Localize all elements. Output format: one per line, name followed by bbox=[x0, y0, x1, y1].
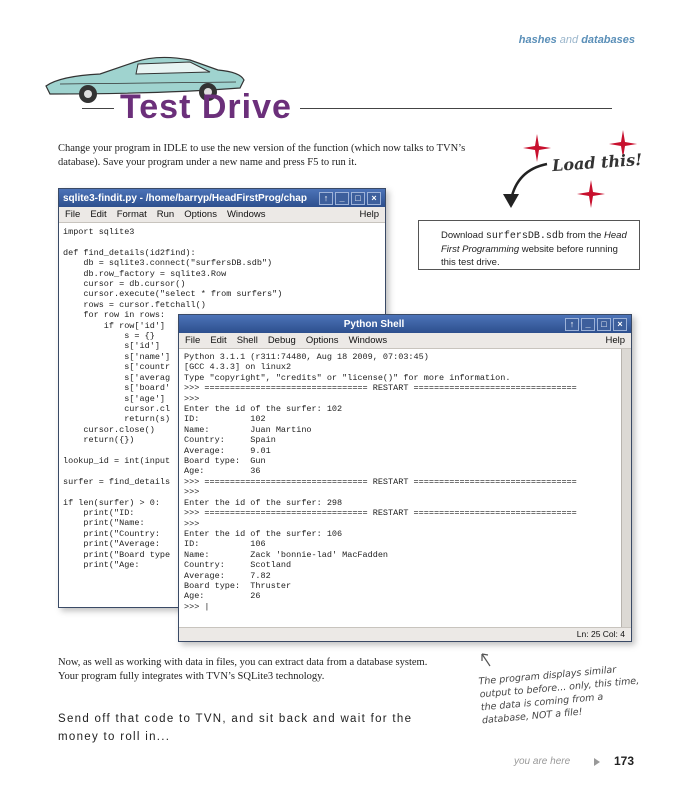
editor-menubar bbox=[59, 207, 385, 223]
title-rule-right bbox=[300, 108, 612, 109]
menu-windows[interactable]: Windows bbox=[348, 335, 388, 346]
menu-help[interactable]: Help bbox=[605, 335, 625, 346]
code-area[interactable]: import sqlite3 def find_details(id2find): db = sqlite3.connect("surfersDB.sdb") db.row_factory = sqlite3.Row cursor = db.cursor() cursor.execute("select * from surfers") rows = cursor.fetchall() for row in rows: if row['id'] s = {} s['id'] s['name'] s['countr s['averag s['board' s['age'] cursor.cl return(s) cursor.close() return({}) lookup_id = int(input surfer = find_details if len(surfer) > 0: print("ID: print("Name: print("Country: print("Average: print("Board type print("Age: bbox=[63, 227, 283, 570]
menu-edit[interactable]: Edit bbox=[210, 335, 227, 346]
load-this-label: Load this! bbox=[551, 149, 643, 176]
intro-text: Change your program in IDLE to use the new version of the function (which now talks to TVN’s database). Save your program under a new name and press F5 to run it. bbox=[58, 143, 466, 168]
close-icon[interactable]: × bbox=[367, 192, 381, 205]
maximize-icon[interactable]: □ bbox=[351, 192, 365, 205]
minimize-icon[interactable]: _ bbox=[581, 318, 595, 331]
shell-titlebar[interactable] bbox=[179, 315, 631, 333]
shell-title: Python Shell bbox=[343, 318, 405, 330]
menu-file[interactable]: File bbox=[185, 335, 201, 346]
menu-shell[interactable]: Shell bbox=[236, 335, 258, 346]
menu-help[interactable]: Help bbox=[359, 209, 379, 220]
you-are-here: you are here bbox=[514, 756, 571, 767]
handwritten-note: The program displays similar output to before... only, this time, the data is coming from a database, NOT a file! bbox=[478, 664, 640, 727]
menu-debug[interactable]: Debug bbox=[267, 335, 296, 346]
page-number: 173 bbox=[614, 754, 635, 768]
menu-options[interactable]: Options bbox=[305, 335, 339, 346]
editor-title: sqlite3-findit.py - /home/barryp/HeadFirstProg/chap bbox=[63, 192, 307, 204]
menu-edit[interactable]: Edit bbox=[90, 209, 107, 220]
book-title: Head First Programming bbox=[441, 230, 627, 255]
download-callout: Download surfersDB.sdb from the Head First Programming website before running this test drive. bbox=[418, 220, 640, 270]
filename: surfersDB.sdb bbox=[485, 231, 564, 242]
running-header: hashes and databases bbox=[518, 34, 635, 46]
shell-menubar bbox=[179, 333, 631, 349]
shell-window[interactable] bbox=[178, 314, 632, 642]
minimize-icon[interactable]: _ bbox=[335, 192, 349, 205]
title-rule-left bbox=[82, 108, 114, 109]
page-title: Test Drive bbox=[120, 88, 292, 126]
maximize-icon[interactable]: □ bbox=[597, 318, 611, 331]
up-icon[interactable]: ↑ bbox=[565, 318, 579, 331]
menu-format[interactable]: Format bbox=[116, 209, 147, 220]
body-paragraph: Now, as well as working with data in files, you can extract data from a database system. Your program fully integrates with TVN’s SQLite3 technology. bbox=[58, 657, 428, 682]
shell-scrollbar[interactable] bbox=[621, 349, 631, 627]
arrow-up-icon bbox=[480, 652, 496, 670]
editor-titlebar[interactable] bbox=[59, 189, 385, 207]
shell-statusbar: Ln: 25 Col: 4 bbox=[179, 627, 631, 641]
shell-output[interactable]: Python 3.1.1 (r311:74480, Aug 18 2009, 07:03:45) [GCC 4.3.3] on linux2 Type "copyright", "credits" or "license()" for more information. >>> ================================ RESTART ================================ >>> Enter the id of the surfer: 102 ID: 102 Name: Juan Martino Country: Spain Average: 9.01 Board type: Gun Age: 36 >>> ================================ RESTART ================================ >>> Enter the id of the surfer: 298 >>> ================================ RESTART ================================ >>> Enter the id of the surfer: 106 ID: 106 Name: Zack 'bonnie-lad' MacFadden Country: Scotland Average: 7.82 Board type: Thruster Age: 26 >>> | bbox=[184, 352, 577, 612]
triangle-icon bbox=[593, 757, 601, 767]
menu-run[interactable]: Run bbox=[156, 209, 175, 220]
send-off-text: Send off that code to TVN, and sit back and wait for the money to roll in... bbox=[58, 713, 413, 743]
close-icon[interactable]: × bbox=[613, 318, 627, 331]
menu-windows[interactable]: Windows bbox=[226, 209, 266, 220]
menu-file[interactable]: File bbox=[65, 209, 81, 220]
up-icon[interactable]: ↑ bbox=[319, 192, 333, 205]
menu-options[interactable]: Options bbox=[184, 209, 217, 220]
